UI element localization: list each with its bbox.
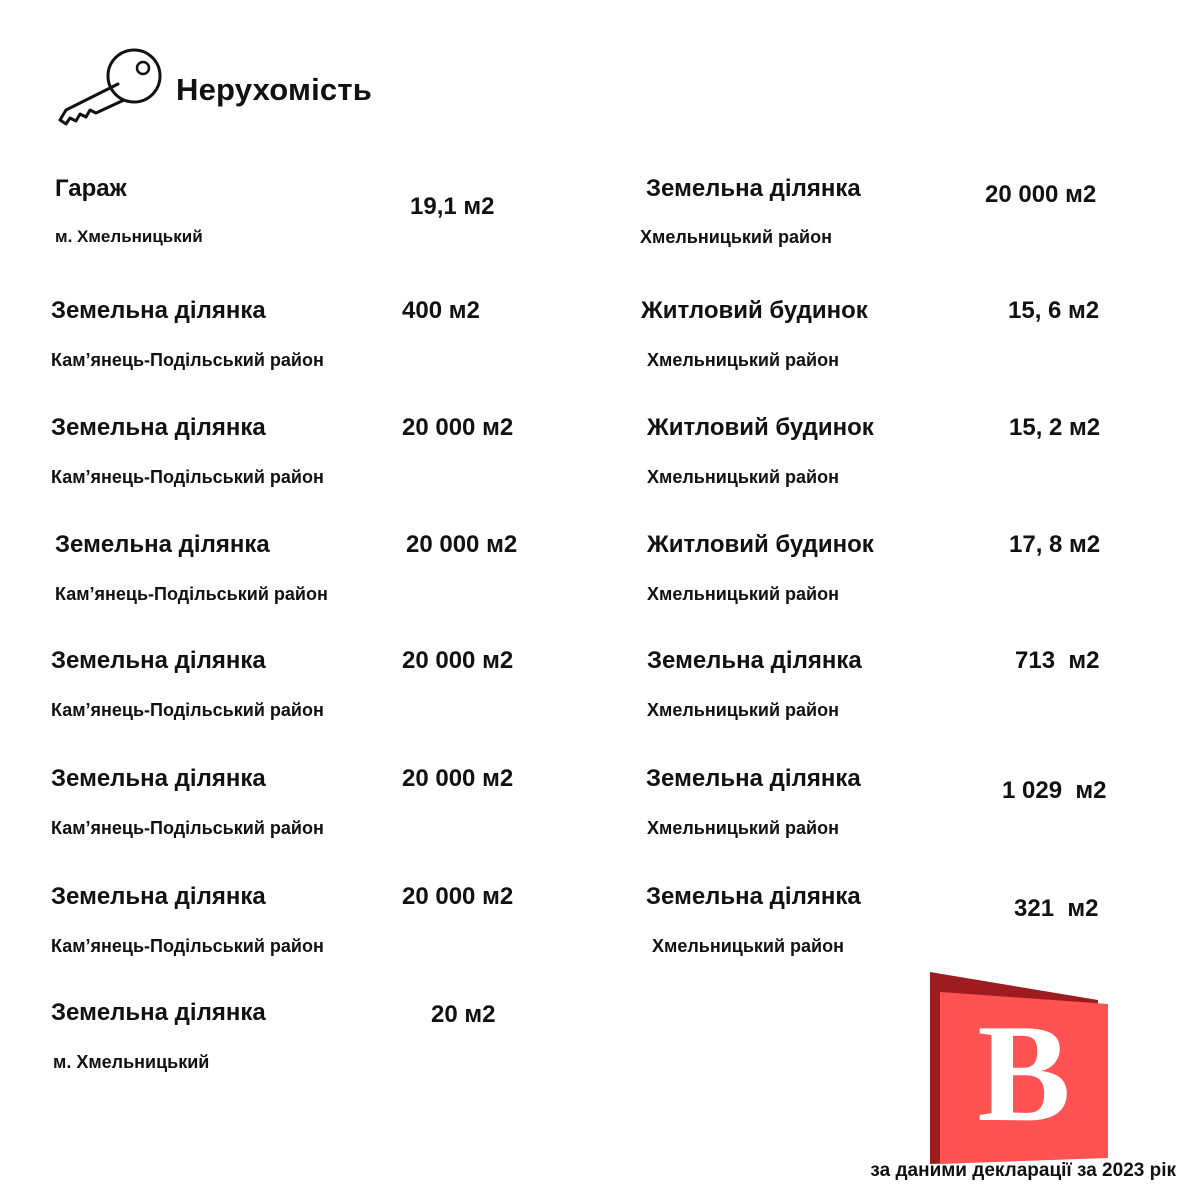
source-note: за даними декларації за 2023 рік bbox=[870, 1160, 1176, 1181]
list-item bbox=[640, 175, 1146, 255]
list-item bbox=[647, 647, 1147, 727]
list-item bbox=[646, 765, 1146, 845]
item-area: 17, 8 м2 bbox=[1009, 531, 1101, 558]
item-name: Земельна ділянка bbox=[51, 883, 266, 910]
item-name: Земельна ділянка bbox=[51, 999, 266, 1026]
list-item bbox=[51, 647, 611, 727]
item-location: Кам’янець-Подільський район bbox=[51, 700, 324, 720]
list-item bbox=[55, 531, 615, 611]
item-area: 15, 6 м2 bbox=[1008, 297, 1100, 324]
item-name: Земельна ділянка bbox=[51, 647, 266, 674]
item-location: Хмельницький район bbox=[647, 584, 839, 604]
item-area: 20 000 м2 bbox=[985, 181, 1097, 208]
item-name: Житловий будинок bbox=[641, 297, 868, 324]
list-item bbox=[641, 297, 1141, 377]
item-name: Земельна ділянка bbox=[51, 297, 266, 324]
key-icon bbox=[52, 42, 164, 126]
logo-letter: B bbox=[977, 996, 1071, 1151]
item-name: Земельна ділянка bbox=[647, 647, 862, 674]
list-item bbox=[646, 883, 1146, 963]
item-name: Житловий будинок bbox=[647, 531, 874, 558]
item-location: Кам’янець-Подільський район bbox=[51, 467, 324, 487]
item-area: 20 000 м2 bbox=[402, 414, 514, 441]
item-name: Земельна ділянка bbox=[55, 531, 270, 558]
item-location: м. Хмельницький bbox=[53, 1052, 210, 1072]
page-title: Нерухомість bbox=[176, 72, 372, 107]
list-item bbox=[51, 883, 611, 963]
item-location: Кам’янець-Подільський район bbox=[51, 350, 324, 370]
item-location: Кам’янець-Подільський район bbox=[55, 584, 328, 604]
item-area: 15, 2 м2 bbox=[1009, 414, 1101, 441]
item-area: 713 м2 bbox=[1015, 647, 1100, 674]
item-area: 20 000 м2 bbox=[406, 531, 518, 558]
item-location: Хмельницький район bbox=[647, 700, 839, 720]
item-area: 1 029 м2 bbox=[1002, 777, 1107, 804]
item-location: м. Хмельницький bbox=[55, 227, 203, 246]
publisher-logo bbox=[930, 972, 1112, 1164]
list-item bbox=[55, 175, 615, 255]
item-location: Хмельницький район bbox=[652, 936, 844, 956]
item-location: Хмельницький район bbox=[647, 467, 839, 487]
list-item bbox=[51, 414, 611, 494]
item-name: Земельна ділянка bbox=[646, 883, 861, 910]
list-item bbox=[51, 999, 611, 1079]
item-area: 400 м2 bbox=[402, 297, 480, 324]
item-location: Кам’янець-Подільський район bbox=[51, 936, 324, 956]
list-item bbox=[647, 414, 1147, 494]
item-area: 20 м2 bbox=[431, 1001, 496, 1028]
item-location: Хмельницький район bbox=[640, 227, 832, 247]
item-name: Житловий будинок bbox=[647, 414, 874, 441]
item-name: Земельна ділянка bbox=[51, 414, 266, 441]
item-area: 19,1 м2 bbox=[410, 193, 495, 220]
item-location: Хмельницький район bbox=[647, 350, 839, 370]
item-area: 20 000 м2 bbox=[402, 647, 514, 674]
list-item bbox=[51, 765, 611, 845]
item-name: Гараж bbox=[55, 175, 127, 202]
item-area: 20 000 м2 bbox=[402, 883, 514, 910]
item-location: Хмельницький район bbox=[647, 818, 839, 838]
item-location: Кам’янець-Подільський район bbox=[51, 818, 324, 838]
item-area: 321 м2 bbox=[1014, 895, 1099, 922]
list-item bbox=[51, 297, 611, 377]
item-area: 20 000 м2 bbox=[402, 765, 514, 792]
item-name: Земельна ділянка bbox=[646, 765, 861, 792]
item-name: Земельна ділянка bbox=[646, 175, 861, 202]
list-item bbox=[647, 531, 1147, 611]
item-name: Земельна ділянка bbox=[51, 765, 266, 792]
